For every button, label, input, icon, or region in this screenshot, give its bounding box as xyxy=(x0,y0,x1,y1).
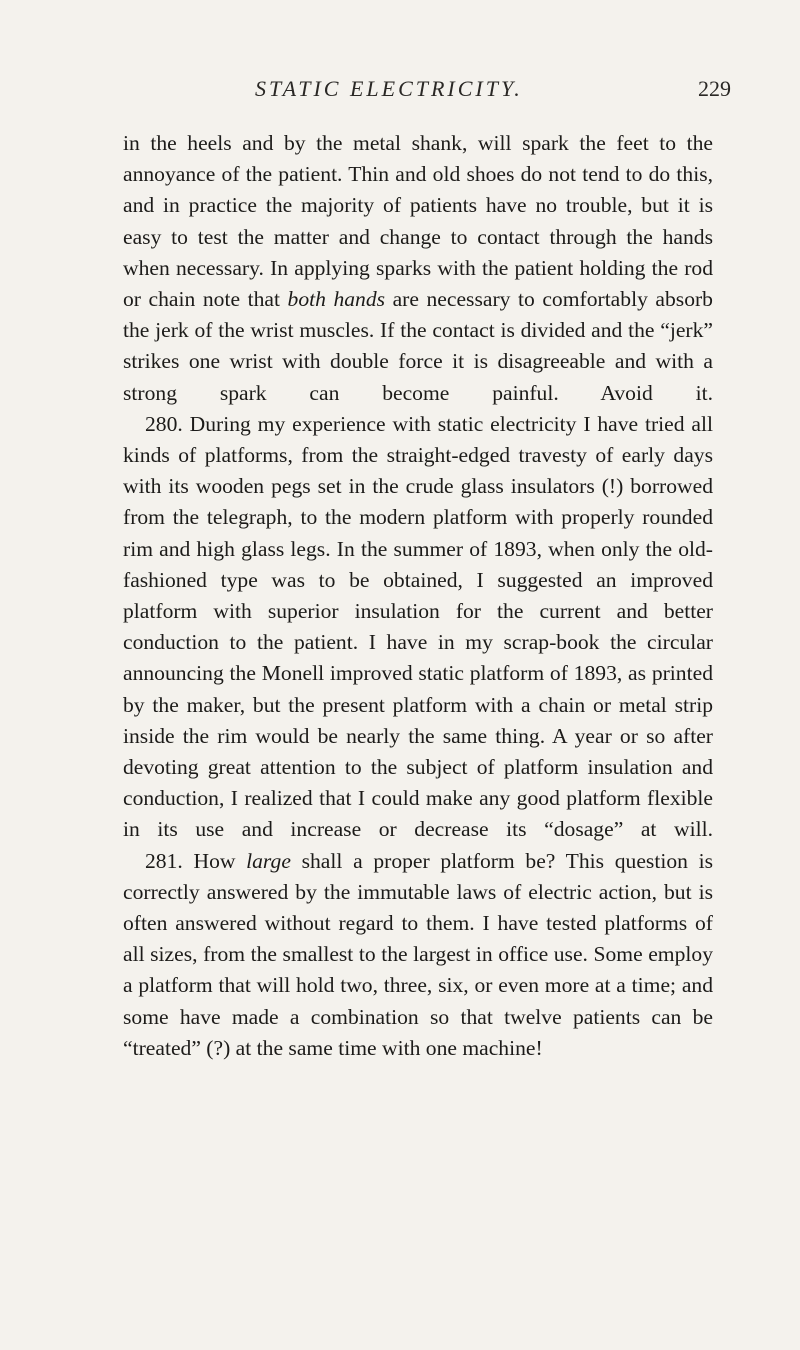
running-title: STATIC ELECTRICITY. xyxy=(255,76,523,101)
page-number: 229 xyxy=(698,76,731,101)
emphasis-large: large xyxy=(246,848,291,873)
paragraph-280: 280. During my experience with static electricity I have tried all kinds of platforms, from the straight-edged travesty of early days with its wooden pegs set in the crude glass insulators (!) borrowed from the telegraph, to the modern platform with properly rounded rim and high glass legs. In the summer of 1893, when only the old-fashioned type was to be obtained, I suggested an improved platform with superior insulation for the current and better conduction to the patient. I have in my scrap-book the circular announcing the Monell improved static platform of 1893, as printed by the maker, but the present platform with a chain or metal strip inside the rim would be nearly the same thing. A year or so after devoting great attention to the subject of platform insulation and conduction, I realized that I could make any good platform flexible in its use and increase or decrease its “dosage” at will. xyxy=(123,411,713,842)
paragraph-281 xyxy=(123,846,713,1064)
paragraph-continuation xyxy=(123,128,713,409)
text-run: shall a proper platform be? This question is correctly answered by the immutable laws of electric action, but is often answered without regard to them. I have tested platforms of all sizes, from the smallest to the largest in office use. Some employ a platform that will hold two, three, six, or even more at a time; and some have made a combination so that twelve patients can be “treated” (?) at the same time with one machine! xyxy=(123,848,713,1060)
emphasis-both-hands: both hands xyxy=(287,287,386,312)
text-run: in the heels and by the metal shank, will spark the feet to the annoyance of the patient. Thin and old shoes do not tend to do this, and in practice the majority of patients have no trouble, but it is easy to test the matter and change to contact through the hands when necessary. In applying sparks with the patient holding the rod or chain note that xyxy=(123,131,713,312)
text-run: are necessary to comfortably absorb the jerk of the wrist muscles. If the contact is divided and the “jerk” strikes one wrist with double force it is disagreeable and with a strong spark can become painful. Avoid it. xyxy=(123,287,713,405)
running-head xyxy=(0,76,800,106)
text-run: 281. How xyxy=(145,848,247,873)
body-text xyxy=(123,128,713,1064)
